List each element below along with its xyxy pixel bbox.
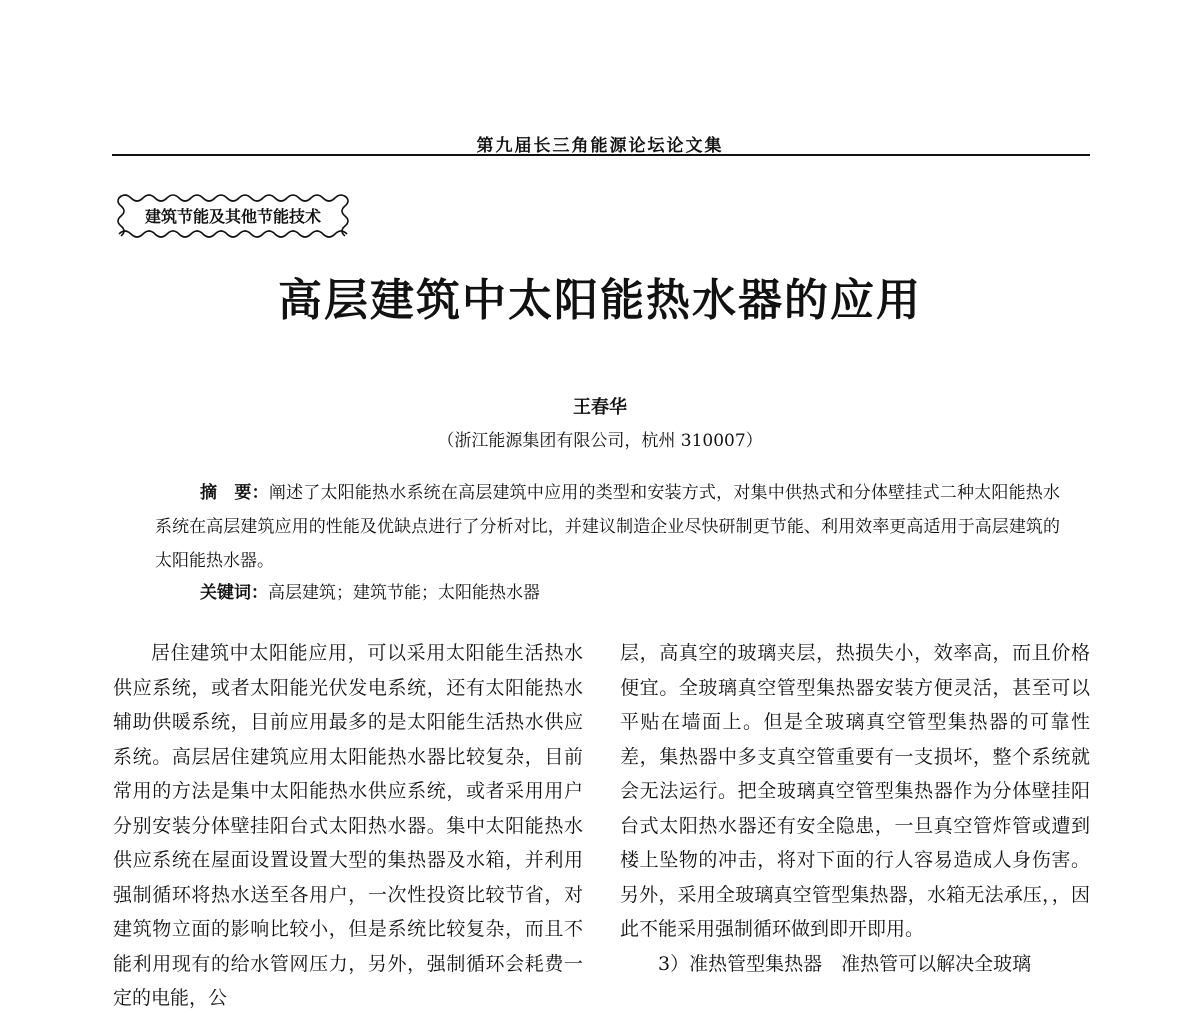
keywords-text: 高层建筑；建筑节能；太阳能热水器: [268, 583, 540, 603]
author-affiliation: （浙江能源集团有限公司，杭州 310007）: [437, 431, 763, 451]
section-tag-label: 建筑节能及其他节能技术: [144, 207, 321, 226]
abstract-text: 阐述了太阳能热水系统在高层建筑中应用的类型和安装方式，对集中供热式和分体壁挂式二种太阳能热水系统在高层建筑应用的性能及优缺点进行了分析对比，并建议制造企业尽快研制更节能、利用效率更高适用于高层建筑的太阳能热水器。: [155, 483, 1061, 571]
abstract: [155, 476, 1060, 578]
abstract-label: 摘 要：: [200, 483, 269, 503]
keywords: [200, 578, 540, 603]
body-left-column: [113, 636, 583, 1016]
body-paragraph: 层，高真空的玻璃夹层，热损失小，效率高，而且价格便宜。全玻璃真空管型集热器安装方便灵活，甚至可以平贴在墙面上。但是全玻璃真空管型集热器的可靠性差，集热器中多支真空管重要有一支损坏，整个系统就会无法运行。把全玻璃真空管型集热器作为分体壁挂阳台式太阳热水器还有安全隐患，一旦真空管炸管或遭到楼上坠物的冲击，将对下面的行人容易造成人身伤害。另外，采用全玻璃真空管型集热器，水箱无法承压，，因此不能采用强制循环做到即开即用。: [620, 642, 1090, 940]
header-rule: [112, 154, 1090, 156]
body-right-column: [620, 636, 1090, 981]
section-tag: [113, 188, 353, 242]
body-paragraph-next: 3）准热管型集热器 准热管可以解决全玻璃: [658, 952, 1032, 975]
article-title: 高层建筑中太阳能热水器的应用: [278, 275, 922, 326]
body-paragraph: 居住建筑中太阳能应用，可以采用太阳能生活热水供应系统，或者太阳能光伏发电系统，还有太阳能热水辅助供暖系统，目前应用最多的是太阳能生活热水供应系统。高层居住建筑应用太阳能热水器比较复杂，目前常用的方法是集中太阳能热水供应系统，或者采用用户分别安装分体壁挂阳台式太阳热水器。集中太阳能热水供应系统在屋面设置设置大型的集热器及水箱，并利用强制循环将热水送至各用户，一次性投资比较节省，对建筑物立面的影响比较小，但是系统比较复杂，而且不能利用现有的给水管网压力，另外，强制循环会耗费一定的电能，公: [113, 642, 583, 1009]
running-head: 第九届长三角能源论坛论文集: [476, 136, 724, 156]
author-name: 王春华: [573, 397, 627, 418]
keywords-label: 关键词：: [200, 583, 268, 603]
